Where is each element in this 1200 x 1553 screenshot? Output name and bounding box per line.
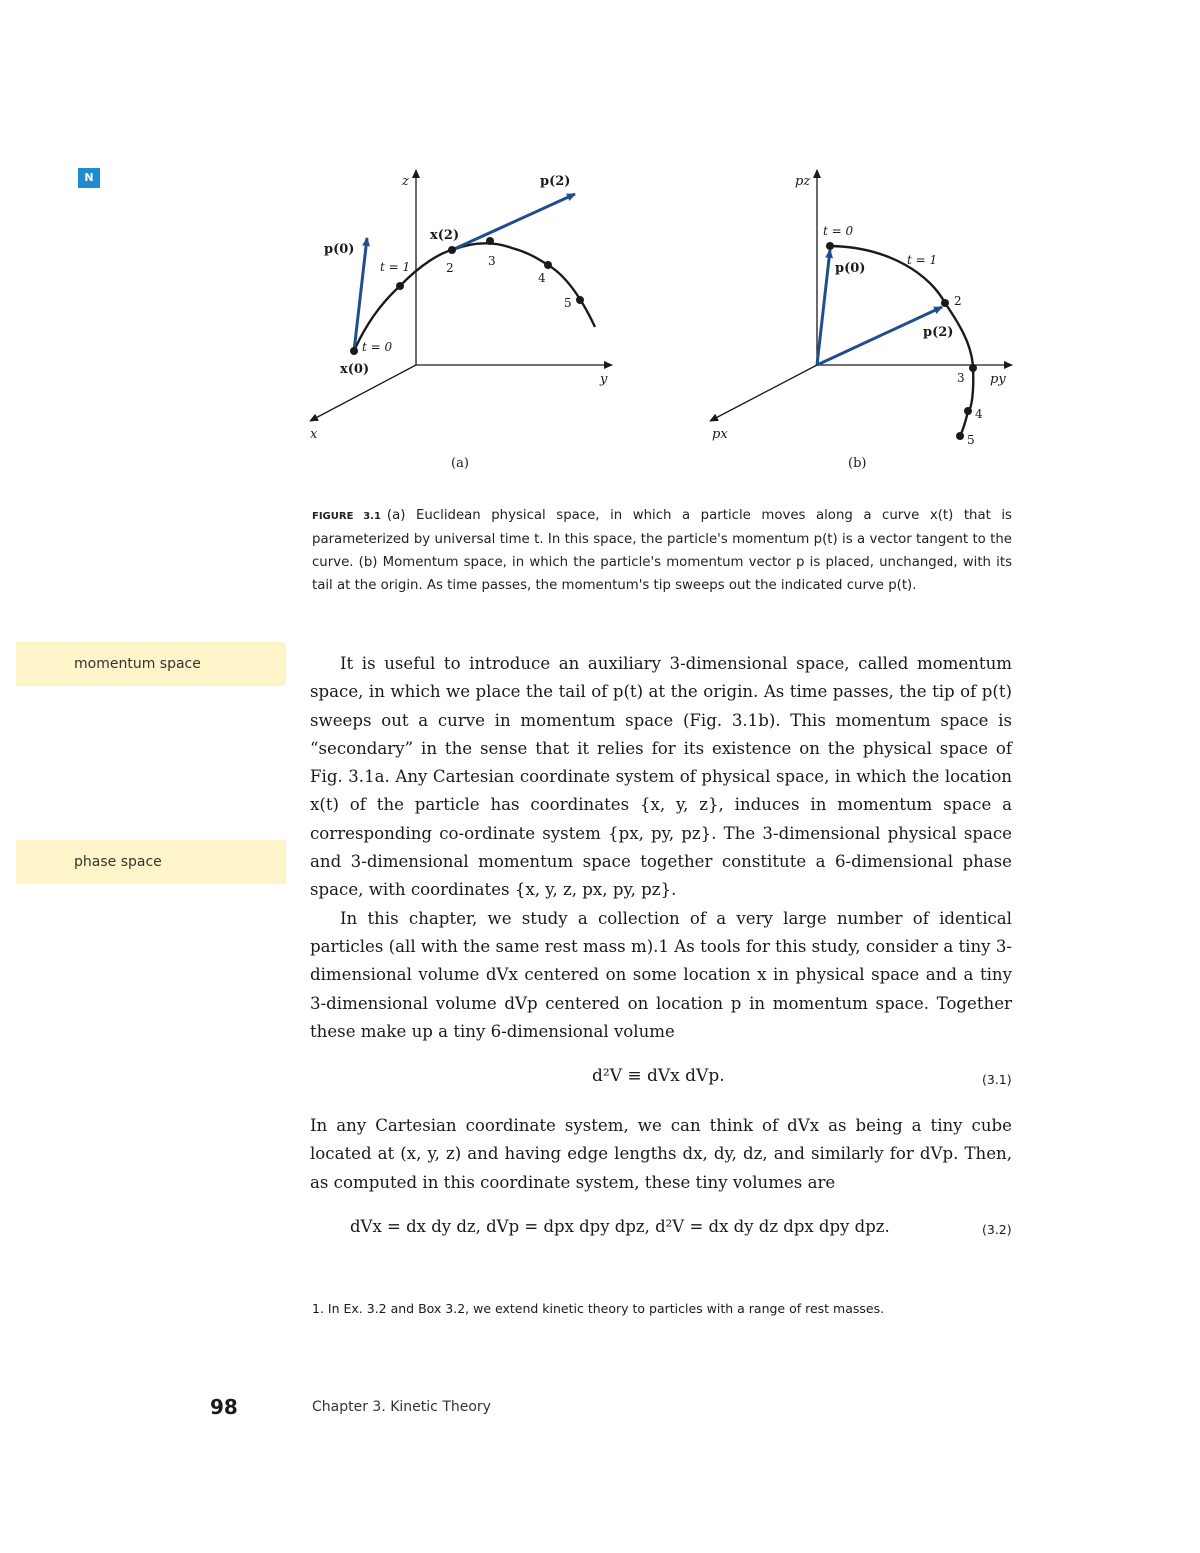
caption-letter-a: (a) xyxy=(451,456,469,471)
label-p0-b: p(0) xyxy=(835,261,866,276)
margin-note-phase-space: phase space xyxy=(16,840,286,884)
label-point-5: 5 xyxy=(564,296,572,310)
running-head: Chapter 3. Kinetic Theory xyxy=(312,1399,491,1415)
point-4-b xyxy=(964,407,972,415)
label-p0: p(0) xyxy=(324,242,355,257)
page-number: 98 xyxy=(210,1395,238,1419)
point-3-b xyxy=(969,364,977,372)
footnote: 1. In Ex. 3.2 and Box 3.2, we extend kinetic theory to particles with a range of rest masses. xyxy=(312,1301,885,1316)
label-point-4: 4 xyxy=(538,271,546,285)
label-x2: x(2) xyxy=(430,228,460,243)
equation-3-1-number: (3.1) xyxy=(982,1072,1012,1087)
equation-3-1: d²V ≡ dVx dVp. xyxy=(592,1066,725,1086)
point-t0-b xyxy=(826,242,834,250)
label-point-4-b: 4 xyxy=(975,407,983,421)
point-2-b xyxy=(941,299,949,307)
axis-x-label: x xyxy=(310,427,318,442)
label-point-3: 3 xyxy=(488,254,496,268)
figure-3-1 xyxy=(290,155,1030,485)
vector-p0-b xyxy=(817,250,830,365)
point-t0 xyxy=(350,347,358,355)
label-x0: x(0) xyxy=(340,362,370,377)
point-2 xyxy=(448,246,456,254)
label-point-2: 2 xyxy=(446,261,454,275)
body-block-1 xyxy=(310,650,1012,1046)
caption-letter-b: (b) xyxy=(848,456,867,471)
vector-p2 xyxy=(452,194,575,250)
label-point-5-b: 5 xyxy=(967,433,975,447)
label-p2-b: p(2) xyxy=(923,325,954,340)
section-badge: N xyxy=(78,168,100,188)
label-point-2-b: 2 xyxy=(954,294,962,308)
label-p2: p(2) xyxy=(540,174,571,189)
vector-p0 xyxy=(354,238,367,351)
point-5 xyxy=(576,296,584,304)
label-t0: t = 0 xyxy=(362,340,393,354)
axis-px-label: px xyxy=(712,427,728,442)
point-5-b xyxy=(956,432,964,440)
label-t1-b: t = 1 xyxy=(907,253,938,267)
equation-3-2: dVx = dx dy dz, dVp = dpx dpy dpz, d²V = dx dy dz dpx dpy dpz. xyxy=(350,1217,890,1236)
caption-text: (a) Euclidean physical space, in which a particle moves along a curve x(t) that is parameterized by universal time t. In this space, the particle's momentum p(t) is a vector tangent to the curve. (b) Momentum space, in which the particle's momentum vector p is placed, unchanged, with its tail at the origin. As time passes, the momentum's tip sweeps out the indicated curve p(t). xyxy=(312,508,1012,593)
panel-b xyxy=(710,170,1012,471)
axis-z-label: z xyxy=(402,174,409,189)
caption-label: FIGURE 3.1 xyxy=(312,511,381,522)
figure-caption xyxy=(312,504,1012,597)
axis-y-label: y xyxy=(600,372,608,387)
axis-py-label: py xyxy=(990,372,1006,387)
label-t0-b: t = 0 xyxy=(823,224,854,238)
point-t1 xyxy=(396,282,404,290)
axis-pz-label: pz xyxy=(795,174,811,189)
point-3 xyxy=(486,237,494,245)
body-block-2 xyxy=(310,1112,1012,1197)
label-t1: t = 1 xyxy=(380,260,411,274)
equation-3-2-number: (3.2) xyxy=(982,1222,1012,1237)
panel-a xyxy=(310,170,612,471)
paragraph-2: In this chapter, we study a collection of a very large number of identical particles (all with the same rest mass m).1 As tools for this study, consider a tiny 3-dimensional volume dVx centered on some location x in physical space and a tiny 3-dimensional volume dVp centered on location p in momentum space. Together these make up a tiny 6-dimensional volume xyxy=(310,908,1012,1041)
paragraph-3: In any Cartesian coordinate system, we can think of dVx as being a tiny cube located at (x, y, z) and having edge lengths dx, dy, dz, and similarly for dVp. Then, as computed in this coordinate system, these tiny volumes are xyxy=(310,1116,1012,1192)
paragraph-1: It is useful to introduce an auxiliary 3-dimensional space, called momentum space, in which we place the tail of p(t) at the origin. As time passes, the tip of p(t) sweeps out a curve in momentum space (Fig. 3.1b). This momentum space is “secondary” in the sense that it relies for its existence on the physical space of Fig. 3.1a. Any Cartesian coordinate system of physical space, in which the location x(t) of the particle has coordinates {x, y, z}, induces in momentum space a corresponding co-ordinate system {px, py, pz}. The 3-dimensional physical space and 3-dimensional momentum space together constitute a 6-dimensional phase space, with coordinates {x, y, z, px, py, pz}. xyxy=(310,654,1012,900)
point-4 xyxy=(544,261,552,269)
margin-note-momentum-space: momentum space xyxy=(16,642,286,686)
label-point-3-b: 3 xyxy=(957,371,965,385)
